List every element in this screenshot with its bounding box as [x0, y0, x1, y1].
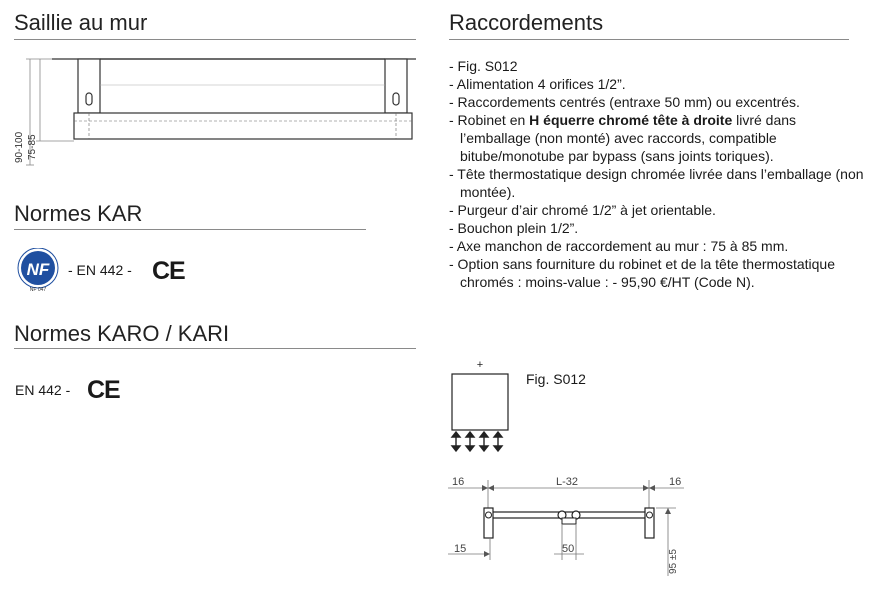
raccord-rule — [449, 39, 849, 40]
dim-center-bottom: 50 — [562, 543, 575, 555]
nf-logo — [16, 248, 62, 292]
saillie-rule — [14, 39, 416, 40]
list-item: - Robinet en H équerre chromé tête à droite livré dans l’emballage (non monté) avec raccords, compatible bitube/monotube par bypass (sans joints toriques). — [449, 112, 797, 164]
karo-rule — [14, 348, 416, 349]
list-item: - Bouchon plein 1/2”. — [449, 220, 579, 236]
saillie-dim-inner: 75-85 — [27, 134, 38, 160]
list-item: - Purgeur d’air chromé 1/2” à jet orientable. — [449, 202, 716, 218]
nf-logo-text: NF — [26, 260, 50, 279]
raccord-title: Raccordements — [449, 10, 604, 35]
dim-center: L-32 — [556, 476, 579, 488]
saillie-dim-outer: 90-100 — [14, 131, 25, 163]
list-item: - Raccordements centrés (entraxe 50 mm) ou excentrés. — [449, 94, 800, 110]
raccord-list — [449, 57, 869, 291]
fig-label: Fig. S012 — [526, 371, 586, 387]
dim-height: 95 ±5 — [668, 549, 679, 574]
saillie-diagram — [0, 55, 420, 170]
list-item: - Axe manchon de raccordement au mur : 75 à 85 mm. — [449, 238, 789, 254]
list-item: - Fig. S012 — [449, 58, 518, 74]
list-item: - Alimentation 4 orifices 1/2”. — [449, 76, 626, 92]
dim-right-top: 16 — [669, 476, 682, 488]
list-item: - Option sans fourniture du robinet et de la tête thermostatique chromés : moins-value : - 95,90 €/HT (Code N). — [449, 256, 836, 290]
karo-ce-mark: CE — [87, 376, 120, 404]
plus-mark: + — [476, 359, 484, 371]
kar-rule — [14, 229, 366, 230]
kar-ce-mark: CE — [152, 257, 185, 285]
fig-s012-diagram — [446, 356, 516, 456]
dim-left-top: 16 — [452, 476, 465, 488]
kar-norm-text: - EN 442 - — [68, 262, 132, 278]
kar-title: Normes KAR — [14, 201, 143, 226]
dim-left-bottom: 15 — [454, 543, 467, 555]
karo-title: Normes KARO / KARI — [14, 321, 230, 346]
list-item: - Tête thermostatique design chromée livrée dans l’emballage (non montée). — [449, 166, 864, 200]
saillie-title: Saillie au mur — [14, 10, 148, 35]
fitting-diagram — [446, 468, 696, 580]
karo-norm-text: EN 442 - — [15, 382, 71, 398]
nf-code: NF 047 — [29, 287, 47, 292]
